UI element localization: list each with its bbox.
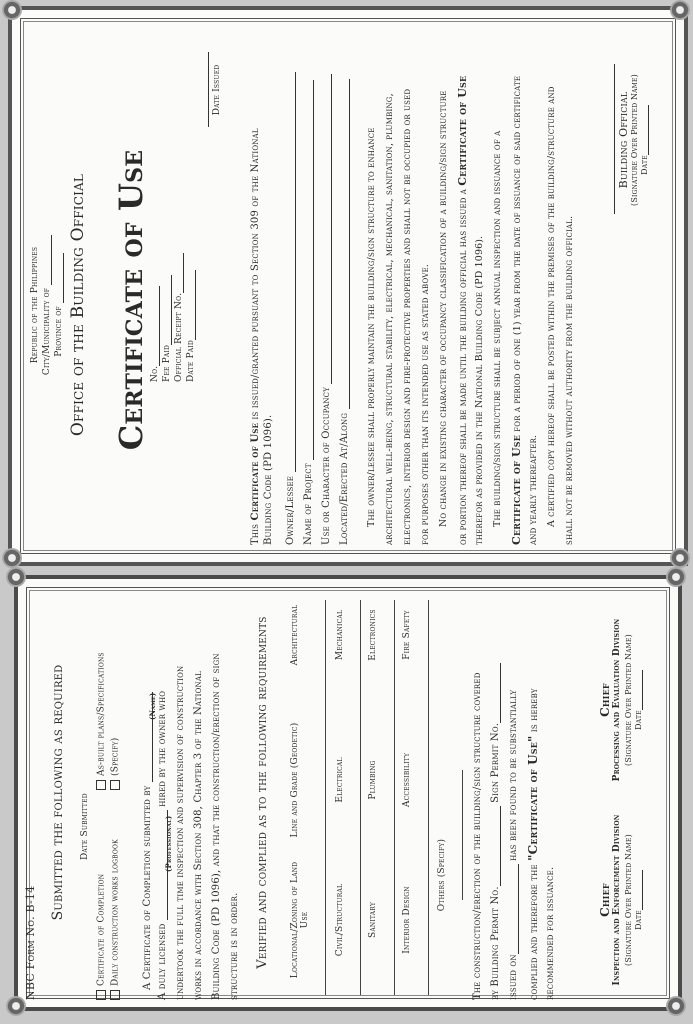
req-mechanical: Mechanical [335, 609, 345, 661]
req-zoning: Locational/Zoning of Land Use [290, 861, 310, 979]
requirement-rule [325, 600, 327, 995]
body-line2: architectural well-being, structural stability, electrical, mechanical, sanitation, plumbing, [384, 93, 395, 545]
body-line1: The owner/lessee shall properly maintain the building/sign structure to enhance [366, 127, 377, 527]
para2-line2: by Building Permit No. Sign Permit No. [490, 585, 501, 1000]
req-civil: Civil/Structural [335, 883, 345, 957]
project-field: Name of Project [303, 25, 314, 545]
para1-line2: undertook the full time inspection and supervision of construction [175, 665, 186, 1000]
body-line10: and yearly thereafter. [528, 434, 539, 545]
body-line5: No change in existing character of occupancy classification of a building/sign structure [438, 90, 449, 527]
corner-ornament [666, 567, 686, 587]
field-no: No. [150, 182, 160, 382]
para1-line0: A Certificate of Completion submitted by [142, 690, 153, 990]
field-fee-paid: Fee Paid [162, 182, 172, 382]
checkbox-specify[interactable]: (Specify) [110, 590, 121, 790]
para2-line1: The construction/erection of the building/sign structure covered [472, 672, 483, 1000]
date-issued-label: Date Issued [212, 64, 222, 116]
professional-label: (Professional) [164, 815, 173, 872]
owner-field: Owner/Lessee [285, 25, 296, 545]
req-fire-safety: Fire Safety [402, 610, 412, 660]
province-line: Province of [54, 190, 64, 420]
req-architectural: Architectural [290, 604, 300, 666]
corner-ornament [670, 0, 690, 20]
sig1-title: Inspection and Enforcement Division [612, 814, 622, 986]
body-line8: The building/sign structure shall be subject annual inspection and issuance of a [492, 130, 503, 527]
corner-ornament [6, 567, 26, 587]
requirement-rule [360, 600, 362, 995]
city-line: City/Municipality of [42, 190, 52, 420]
office-heading: Office of the Building Official [68, 173, 88, 437]
requirement-rule [394, 600, 396, 995]
body-line11: A certified copy hereof shall be posted within the premises of the building/structure and [546, 86, 557, 527]
para1-line1: A duly licensed hired by the owner who [157, 690, 168, 1000]
para1-line5: structure is in order. [229, 892, 240, 1000]
req-plumbing: Plumbing [368, 760, 378, 800]
intro-line2: Building Code (PD 1096). [263, 414, 274, 545]
req-interior: Interior Design [402, 886, 412, 954]
intro-line1: This Certificate of Use is issued/granted pursuant to Section 309 of the National [250, 128, 261, 545]
sig2-sub: (Signature Over Printed Name) [624, 634, 633, 766]
location-field: Located/Erected At/Along [339, 25, 350, 545]
body-line3: electronics, interior design and fire-protective properties and shall not be occupied or used [402, 88, 413, 545]
date-submitted-label: Date Submitted [80, 793, 90, 860]
req-sanitary: Sanitary [368, 901, 378, 939]
requirement-rule [428, 600, 430, 995]
body-line7: therefor as provided in the National Building Code (PD 1096). [474, 235, 485, 545]
certificate-title: Certificate of Use [112, 149, 150, 451]
heading-verified: Verified and complied as to the following requirements [255, 616, 270, 969]
building-official-date: Date [640, 65, 649, 215]
para2-line3: issued on has been found to be substantially [508, 689, 519, 1000]
body-line4: for purposes other than its intended use as stated above. [420, 263, 431, 545]
corner-ornament [2, 0, 22, 20]
checkbox-completion[interactable]: Certificate of Completion [96, 800, 107, 1000]
para2-line4: complied and therefore the "Certificate of Use" is hereby [526, 688, 540, 1000]
republic-line: Republic of the Philippines [30, 246, 40, 364]
corner-ornament [6, 996, 26, 1016]
body-line6: or portion thereof shall be made until the building official has issued a Certificate of Use [456, 75, 469, 545]
para1-line4: Building Code (PD 1096), and that the construction/erection of sign [211, 653, 222, 1000]
date-issued-rule [208, 52, 210, 127]
checkbox-logbook[interactable]: Daily construction works logbook [110, 800, 121, 1000]
field-or-no: Official Receipt No. [174, 182, 184, 382]
sig2-name: Chief [598, 683, 612, 717]
checkbox-asbuilt[interactable]: As-built plans/Specifications [96, 590, 107, 790]
heading-submitted: Submitted the following as required [50, 664, 66, 921]
para2-line5: recommended for issuance. [545, 866, 556, 1000]
occupancy-field: Use or Character of Occupancy [321, 25, 332, 545]
para1-line3: works in accordance with Section 308, Chapter 3 of the National [193, 671, 204, 1000]
building-official-name: Building Official [617, 91, 630, 189]
building-official-sub: (Signature Over Printed Name) [630, 74, 639, 206]
field-date-paid: Date Paid [186, 182, 196, 382]
corner-ornament [666, 996, 686, 1016]
req-accessibility: Accessibility [402, 752, 412, 808]
name-label: (Name) [148, 692, 157, 720]
sig1-sub: (Signature Over Printed Name) [624, 834, 633, 966]
requirement-rule [462, 770, 464, 900]
req-line-grade: Line and Grade (Geodetic) [290, 722, 300, 838]
req-others: Others (Specify) [437, 838, 447, 912]
form-number: NBC Form No. B-14 [24, 885, 37, 1000]
corner-ornament [670, 548, 690, 568]
req-electronics: Electronics [368, 609, 378, 661]
signature-rule [614, 64, 616, 214]
sig2-title: Processing and Evaluation Division [612, 618, 622, 782]
sig1-name: Chief [598, 883, 612, 917]
sig2-date: Date [634, 600, 643, 800]
sig1-date: Date [634, 800, 643, 1000]
body-line9: Certificate of Use for a period of one (1) year from the date of issuance of said certificate [510, 75, 523, 545]
corner-ornament [2, 548, 22, 568]
body-line12: shall not be removed without authority from the building official. [564, 215, 575, 545]
req-electrical: Electrical [335, 757, 345, 803]
